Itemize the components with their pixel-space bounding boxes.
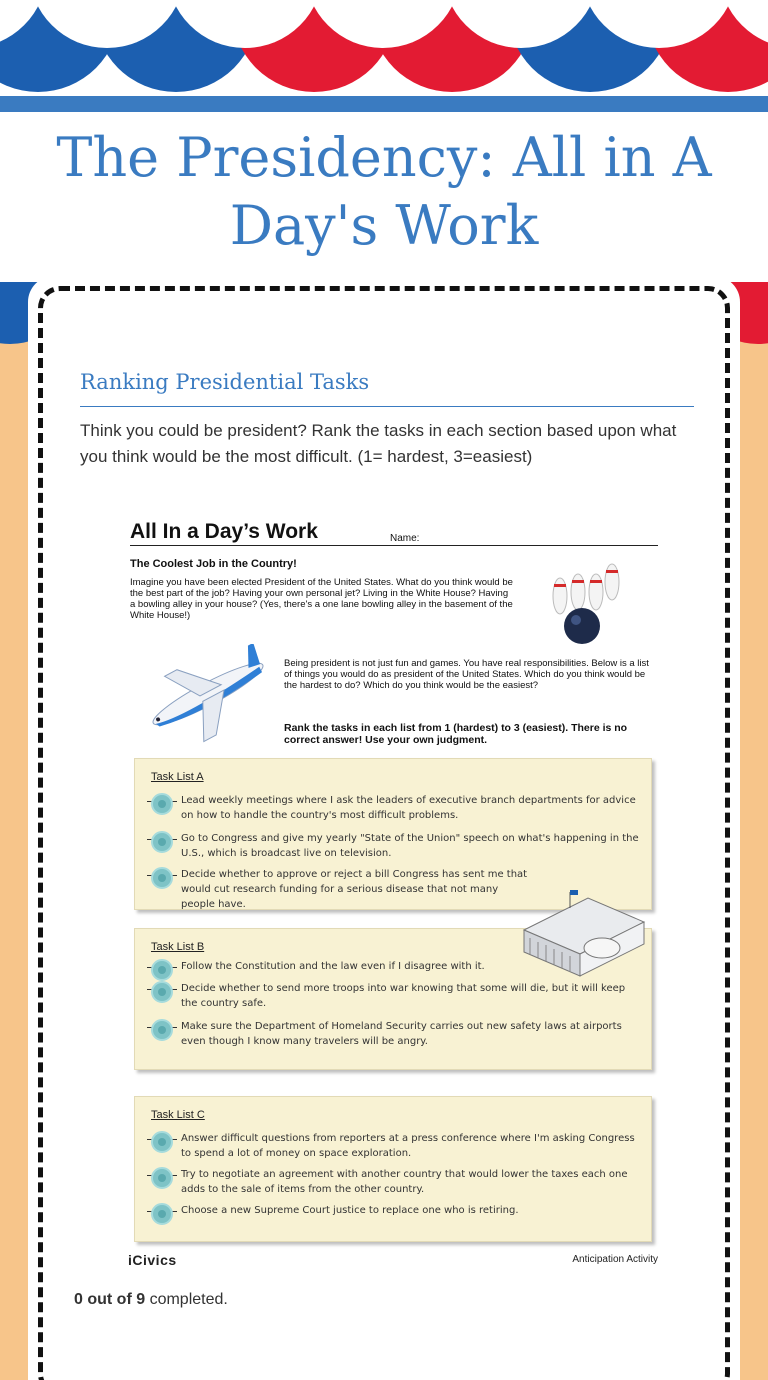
rank-input[interactable] xyxy=(151,959,173,981)
worksheet-title-rule xyxy=(130,545,658,546)
section-heading: Ranking Presidential Tasks xyxy=(80,370,370,394)
page-title: The Presidency: All in A Day's Work xyxy=(56,126,712,257)
task-text: Decide whether to send more troops into war knowing that some will die, but it will keep the country safe. xyxy=(181,983,626,1009)
scallop-pattern xyxy=(0,0,768,112)
task-item xyxy=(143,867,535,912)
progress-count: 0 out of 9 xyxy=(74,1291,146,1308)
intro-paragraph: Imagine you have been elected President of the United States. What do you think would be the best part of the job? Having your own personal jet? Living in the White House? Having a bowling alley in your house? (Yes, there's a one lane bowling alley in the basement of the White House!) xyxy=(130,577,513,621)
responsibilities-paragraph: Being president is not just fun and games. You have real responsibilities. Below is a list of things you would do as president of the United States. Which do you think would be the hardest to do? Which do you think would be the easiest? xyxy=(284,658,649,691)
task-text: Lead weekly meetings where I ask the leaders of executive branch departments for advice on how to handle the country's most difficult problems. xyxy=(181,795,636,821)
worksheet-title: All In a Day’s Work xyxy=(130,520,318,543)
bowling-pins-icon xyxy=(538,560,628,650)
task-item xyxy=(143,831,643,861)
task-text: Decide whether to approve or reject a bill Congress has sent me that would cut research funding for a serious disease that not many people have. xyxy=(181,869,528,910)
task-item xyxy=(143,1131,643,1161)
rank-input[interactable] xyxy=(151,981,173,1003)
rank-input[interactable] xyxy=(151,793,173,815)
rank-input[interactable] xyxy=(151,1131,173,1153)
white-house-icon xyxy=(518,878,648,978)
worksheet xyxy=(120,508,668,1278)
task-list-heading: Task List B xyxy=(151,941,205,953)
rank-instructions: Rank the tasks in each list from 1 (hardest) to 3 (easiest). There is no correct answer! Use your own judgment. xyxy=(284,722,628,746)
task-text: Answer difficult questions from reporters at a press conference where I'm asking Congress to spend a lot of money on space exploration. xyxy=(181,1133,635,1159)
instructions-text: Think you could be president? Rank the tasks in each section based upon what you think would be the most difficult. (1= hardest, 3=easiest) xyxy=(80,421,677,466)
rank-input[interactable] xyxy=(151,1167,173,1189)
task-item xyxy=(143,981,643,1011)
task-list-c xyxy=(134,1096,652,1242)
task-item xyxy=(143,1019,643,1049)
task-item xyxy=(143,959,535,974)
task-text: Choose a new Supreme Court justice to replace one who is retiring. xyxy=(181,1205,519,1216)
worksheet-subtitle: The Coolest Job in the Country! xyxy=(130,558,297,570)
task-list-heading: Task List A xyxy=(151,771,204,783)
rank-input[interactable] xyxy=(151,831,173,853)
task-text: Go to Congress and give my yearly "State of the Union" speech on what's happening in the U.S., which is broadcast live on television. xyxy=(181,833,639,859)
top-banner xyxy=(0,0,768,112)
progress-status xyxy=(74,1291,228,1309)
task-text: Try to negotiate an agreement with another country that would lower the taxes each one adds to the sale of items from the other country. xyxy=(181,1169,628,1195)
air-force-one-icon xyxy=(138,644,278,744)
heading-divider xyxy=(80,406,694,407)
task-text: Follow the Constitution and the law even if I disagree with it. xyxy=(181,961,485,972)
task-item xyxy=(143,793,643,823)
progress-suffix: completed. xyxy=(149,1291,228,1308)
activity-label: Anticipation Activity xyxy=(572,1254,658,1265)
task-text: Make sure the Department of Homeland Security carries out new safety laws at airports even though I know many travelers will be angry. xyxy=(181,1021,622,1047)
task-item xyxy=(143,1167,643,1197)
rank-input[interactable] xyxy=(151,1203,173,1225)
rank-input[interactable] xyxy=(151,1019,173,1041)
name-label: Name: xyxy=(390,533,420,544)
rank-input[interactable] xyxy=(151,867,173,889)
task-list-heading: Task List C xyxy=(151,1109,205,1121)
task-item xyxy=(143,1203,643,1218)
icivics-logo: iCivics xyxy=(128,1252,177,1268)
